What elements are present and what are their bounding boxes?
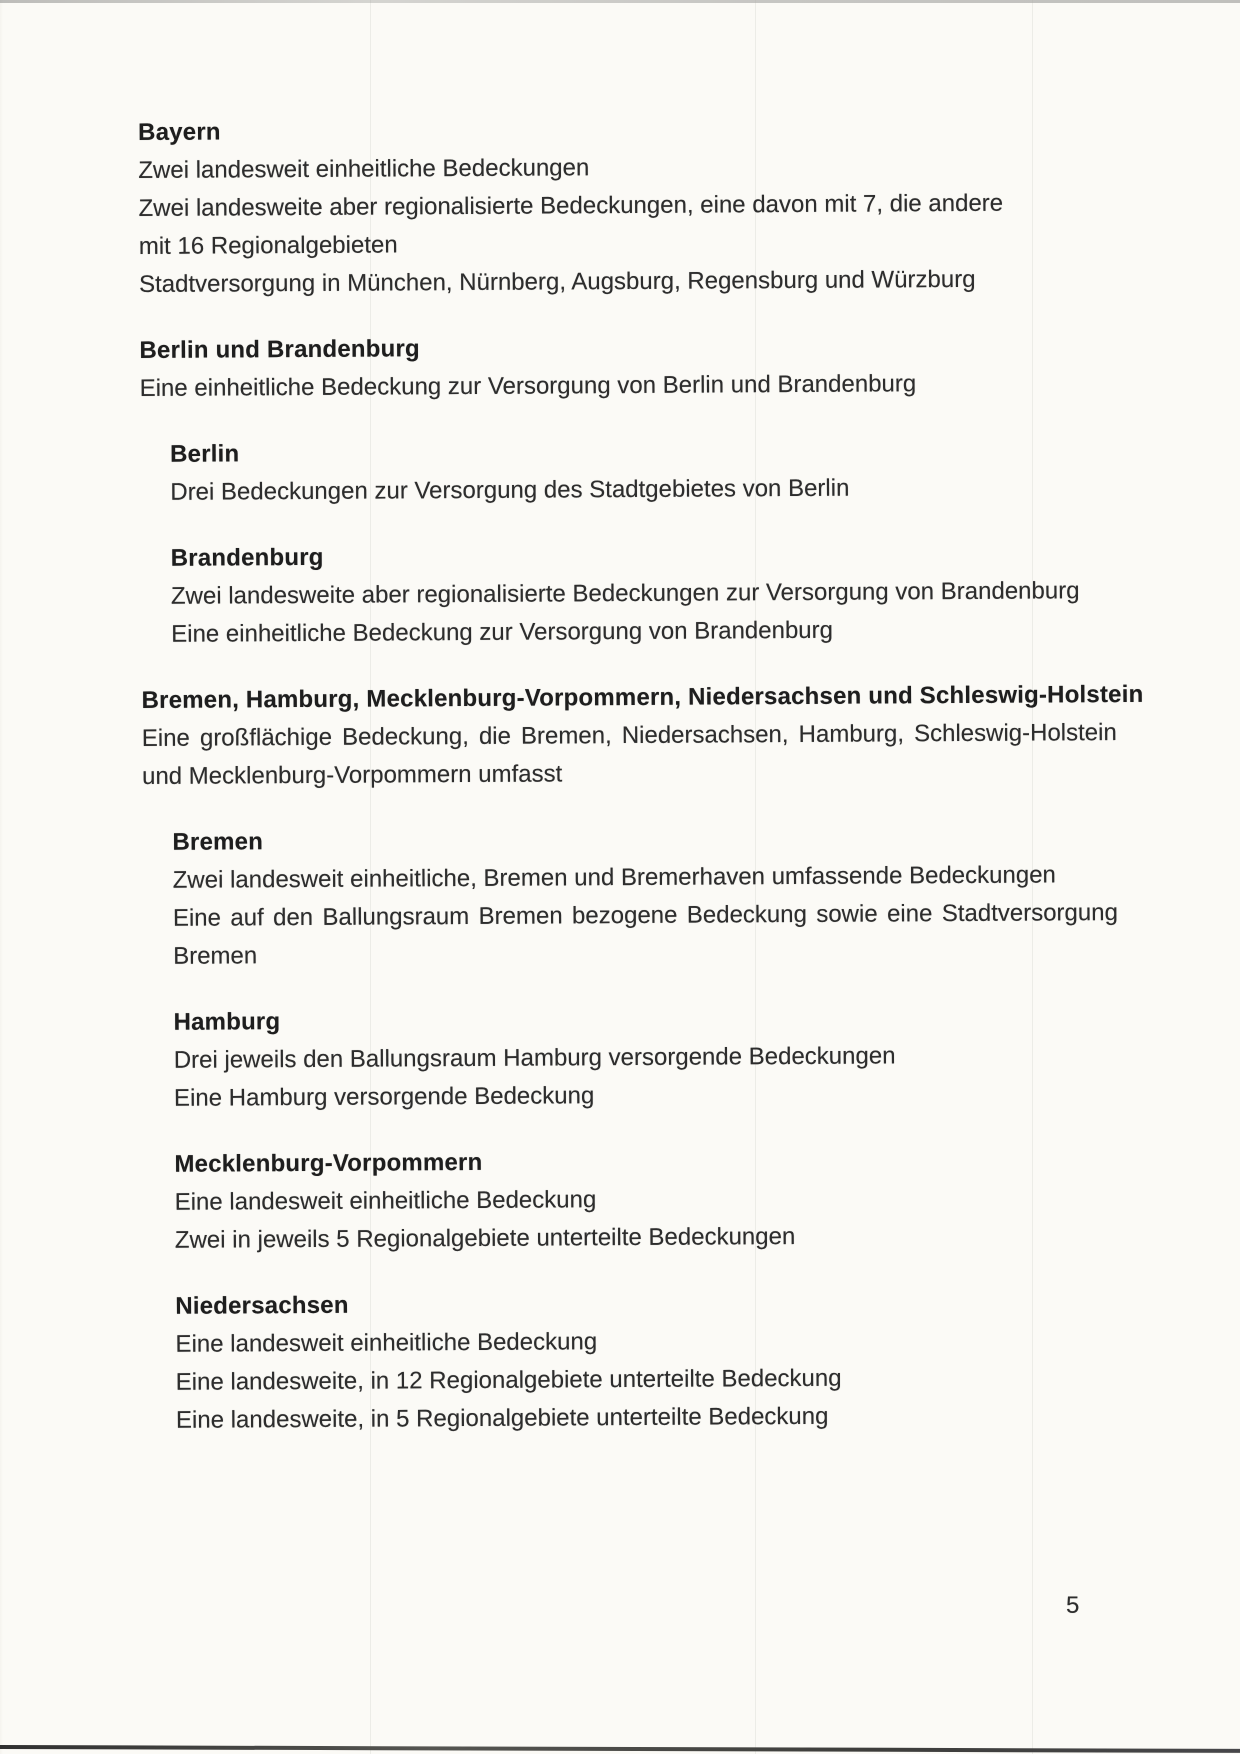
section-heading: Hamburg bbox=[173, 1008, 281, 1036]
section-heading: Bayern bbox=[138, 118, 221, 146]
section-heading: Berlin und Brandenburg bbox=[139, 335, 420, 364]
text-line: Bremen bbox=[173, 942, 258, 970]
text-line: Eine großflächige Bedeckung, die Bremen, Niedersachsen, Hamburg, Schleswig-Holstein bbox=[141, 719, 1117, 752]
section-nordstaaten bbox=[141, 676, 1144, 796]
scan-artifact-bottom-edge bbox=[0, 1745, 1240, 1753]
text-line: mit 16 Regionalgebieten bbox=[138, 231, 398, 260]
text-line: Eine landesweit einheitliche Bedeckung bbox=[175, 1328, 598, 1358]
section-bayern bbox=[138, 108, 1114, 304]
section-heading: Berlin bbox=[169, 440, 240, 468]
text-line: Eine auf den Ballungsraum Bremen bezogene Bedeckung sowie eine Stadtversorgung bbox=[172, 899, 1118, 932]
text-line: Zwei landesweite aber regionalisierte Bedeckungen zur Versorgung von Brandenburg bbox=[170, 577, 1080, 610]
text-line: Zwei landesweit einheitliche Bedeckungen bbox=[138, 154, 590, 184]
section-heading: Bremen, Hamburg, Mecklenburg-Vorpommern, Niedersachsen und Schleswig-Holstein bbox=[141, 680, 1144, 714]
text-line: Zwei landesweite aber regionalisierte Bedeckungen, eine davon mit 7, die andere bbox=[138, 189, 1004, 222]
scan-artifact-top-edge bbox=[0, 0, 1240, 3]
text-line: Eine einheitliche Bedeckung zur Versorgung von Brandenburg bbox=[171, 616, 834, 648]
text-line: und Mecklenburg-Vorpommern umfasst bbox=[141, 760, 563, 790]
text-line: Zwei landesweit einheitliche, Bremen und Bremerhaven umfassende Bedeckungen bbox=[172, 861, 1056, 894]
document-content bbox=[138, 108, 1144, 1440]
section-brandenburg bbox=[171, 534, 1117, 654]
section-heading: Brandenburg bbox=[170, 543, 324, 572]
text-line: Eine landesweite, in 12 Regionalgebiete unterteilte Bedeckung bbox=[175, 1364, 842, 1396]
section-mecklenburg-vorpommern bbox=[174, 1140, 1120, 1260]
section-berlin-und-brandenburg bbox=[139, 326, 1114, 408]
text-line: Eine einheitliche Bedeckung zur Versorgung von Berlin und Brandenburg bbox=[139, 370, 917, 402]
text-line: Zwei in jeweils 5 Regionalgebiete unterteilte Bedeckungen bbox=[174, 1223, 796, 1254]
section-heading: Mecklenburg-Vorpommern bbox=[174, 1148, 483, 1178]
page-number: 5 bbox=[1066, 1592, 1080, 1619]
text-line: Drei Bedeckungen zur Versorgung des Stadtgebietes von Berlin bbox=[170, 474, 850, 506]
text-line: Stadtversorgung in München, Nürnberg, Augsburg, Regensburg und Würzburg bbox=[138, 265, 976, 298]
section-berlin bbox=[170, 430, 1115, 512]
text-line: Eine landesweite, in 5 Regionalgebiete unterteilte Bedeckung bbox=[175, 1402, 829, 1434]
section-niedersachsen bbox=[175, 1282, 1121, 1440]
section-bremen bbox=[172, 818, 1118, 976]
text-line: Eine Hamburg versorgende Bedeckung bbox=[173, 1082, 595, 1112]
section-heading: Niedersachsen bbox=[175, 1291, 349, 1320]
text-line: Eine landesweit einheitliche Bedeckung bbox=[174, 1186, 597, 1216]
section-heading: Bremen bbox=[172, 828, 264, 856]
section-hamburg bbox=[173, 998, 1119, 1118]
text-line: Drei jeweils den Ballungsraum Hamburg versorgende Bedeckungen bbox=[173, 1042, 896, 1074]
